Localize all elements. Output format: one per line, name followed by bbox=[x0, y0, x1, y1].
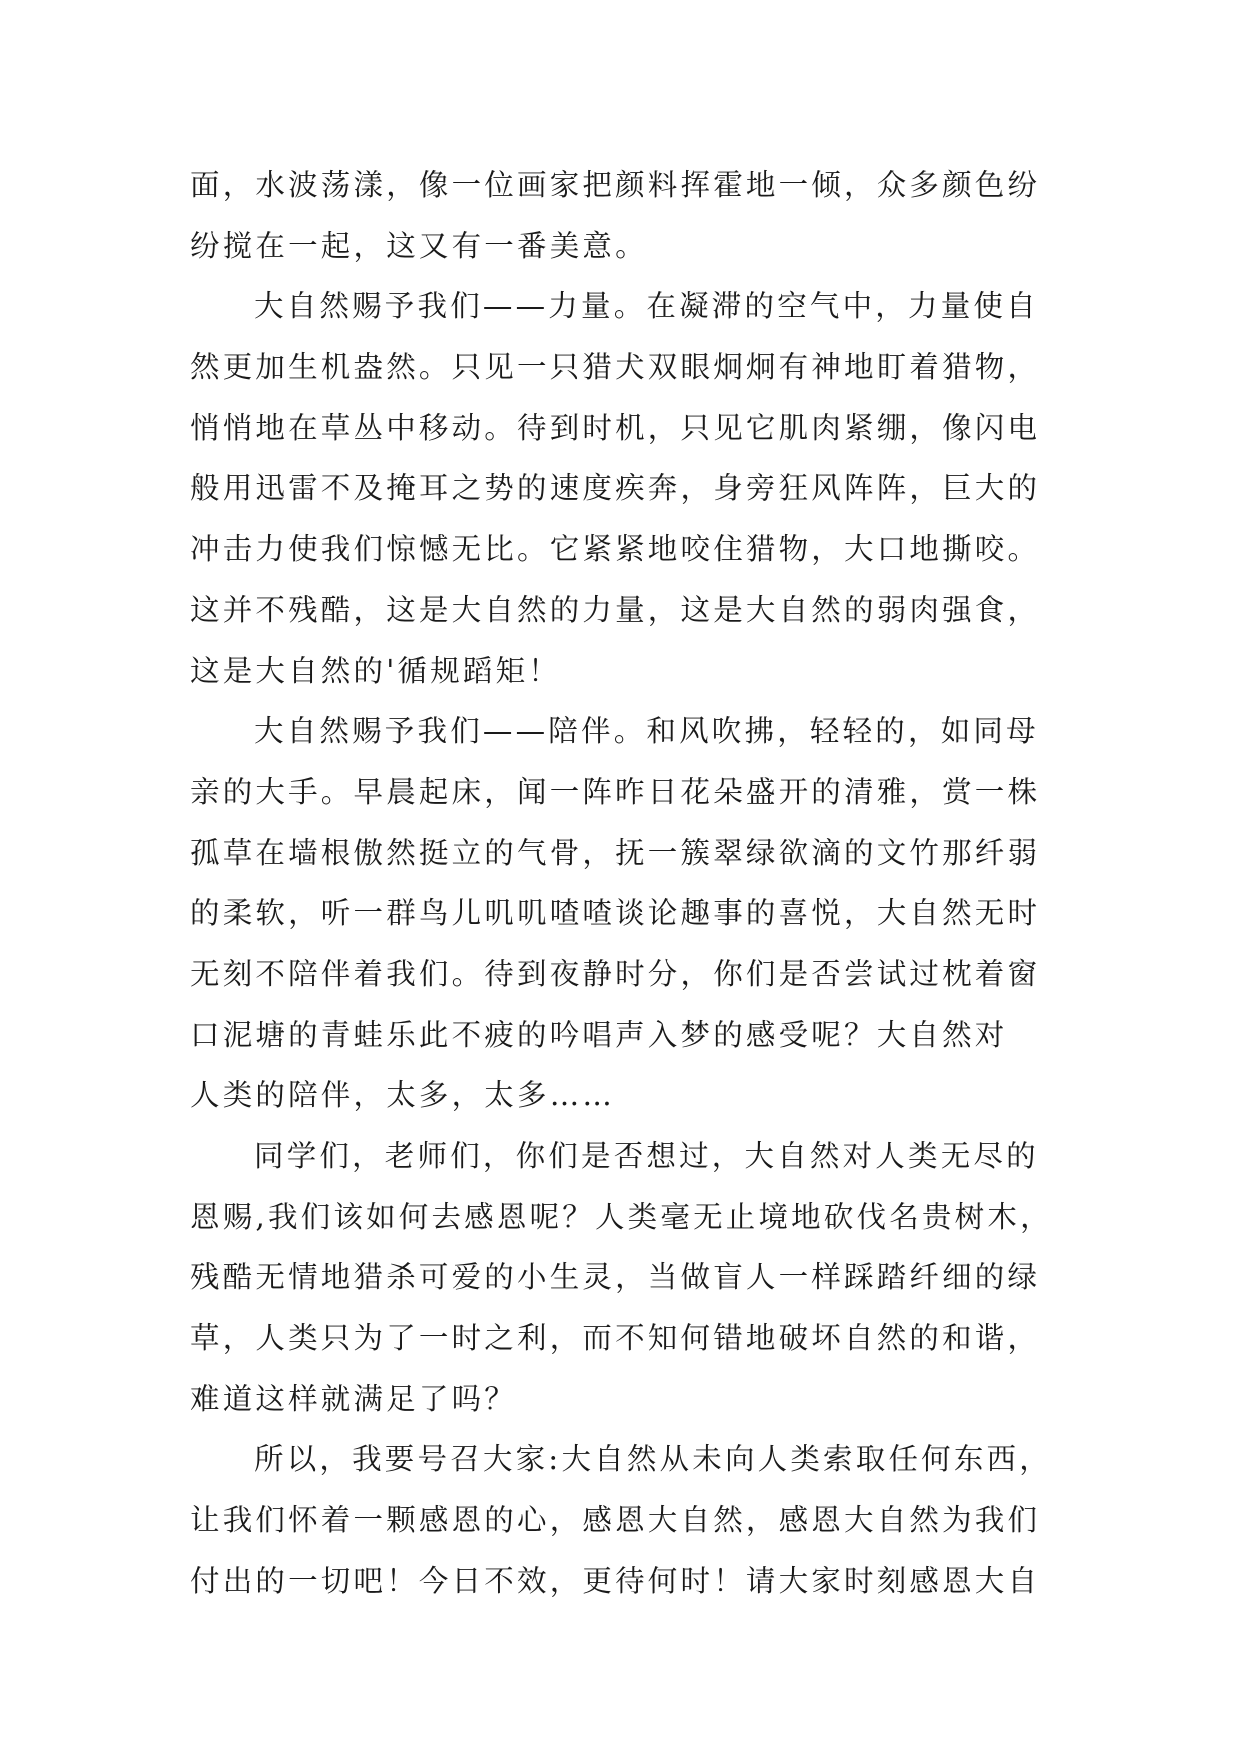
text-line: 这并不残酷，这是大自然的力量，这是大自然的弱肉强食， bbox=[190, 592, 1041, 627]
text-line: 口泥塘的青蛙乐此不疲的吟唱声入梦的感受呢？大自然对 bbox=[190, 1017, 1008, 1052]
text-line: 无刻不陪伴着我们。待到夜静时分，你们是否尝试过枕着窗 bbox=[190, 956, 1041, 991]
text-line: 般用迅雷不及掩耳之势的速度疾奔，身旁狂风阵阵，巨大的 bbox=[190, 471, 1041, 506]
text-line: 让我们怀着一颗感恩的心，感恩大自然，感恩大自然为我们 bbox=[190, 1503, 1041, 1538]
text-line: 难道这样就满足了吗？ bbox=[190, 1381, 518, 1416]
text-line: 所以，我要号召大家:大自然从未向人类索取任何东西， bbox=[254, 1442, 1052, 1477]
text-line: 大自然赐予我们——陪伴。和风吹拂，轻轻的，如同母 bbox=[254, 714, 1039, 749]
text-line: 恩赐,我们该如何去感恩呢？人类毫无止境地砍伐名贵树木， bbox=[190, 1199, 1053, 1234]
text-line: 这是大自然的'循规蹈矩！ bbox=[190, 653, 562, 688]
text-line: 同学们，老师们，你们是否想过，大自然对人类无尽的 bbox=[254, 1139, 1039, 1173]
text-line: 悄悄地在草丛中移动。待到时机，只见它肌肉紧绷，像闪电 bbox=[190, 410, 1041, 445]
text-line: 大自然赐予我们——力量。在凝滞的空气中，力量使自 bbox=[254, 289, 1039, 324]
text-line: 面，水波荡漾，像一位画家把颜料挥霍地一倾，众多颜色纷 bbox=[190, 168, 1041, 202]
text-line: 纷搅在一起，这又有一番美意。 bbox=[190, 228, 648, 263]
text-line: 然更加生机盎然。只见一只猎犬双眼炯炯有神地盯着猎物， bbox=[190, 350, 1041, 385]
text-line: 付出的一切吧！今日不效，更待何时！请大家时刻感恩大自 bbox=[190, 1563, 1041, 1598]
text-line: 人类的陪伴，太多，太多…… bbox=[190, 1078, 616, 1113]
text-line: 草，人类只为了一时之利，而不知何错地破坏自然的和谐， bbox=[190, 1321, 1041, 1356]
essay-body bbox=[190, 155, 1055, 1612]
text-line: 冲击力使我们惊憾无比。它紧紧地咬住猎物，大口地撕咬。 bbox=[190, 532, 1041, 567]
text-line: 残酷无情地猎杀可爱的小生灵，当做盲人一样踩踏纤细的绿 bbox=[190, 1260, 1041, 1295]
text-line: 亲的大手。早晨起床，闻一阵昨日花朵盛开的清雅，赏一株 bbox=[190, 774, 1041, 809]
text-line: 孤草在墙根傲然挺立的气骨，抚一簇翠绿欲滴的文竹那纤弱 bbox=[190, 835, 1041, 870]
text-line: 的柔软，听一群鸟儿叽叽喳喳谈论趣事的喜悦，大自然无时 bbox=[190, 896, 1041, 931]
